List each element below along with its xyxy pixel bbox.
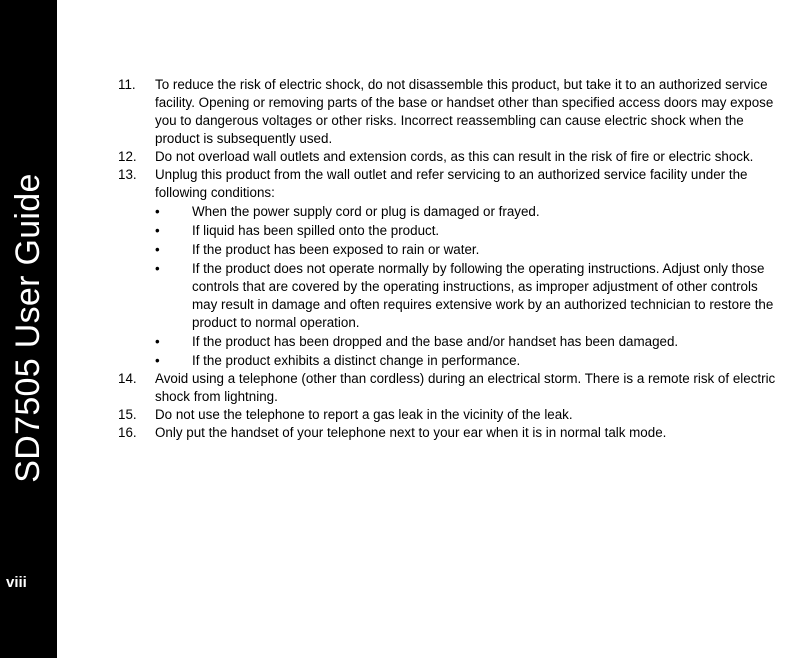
bullet-item	[155, 333, 786, 351]
item-number: 16.	[118, 425, 137, 440]
item-number: 15.	[118, 407, 137, 422]
list-item	[118, 370, 786, 406]
safety-instructions-list	[118, 76, 786, 442]
item-number: 14.	[118, 371, 137, 386]
bullet-icon: •	[155, 261, 160, 276]
bullet-text: If the product does not operate normally by following the operating instructions. Adjust only those controls that are covered by the operating instructions, as improper adjustment of other controls may result in damage and often requires extensive work by an authorized technician to restore the product to normal operation.	[192, 261, 774, 330]
list-item	[118, 76, 786, 148]
item-number: 12.	[118, 149, 137, 164]
list-item	[118, 406, 786, 424]
bullet-text: If liquid has been spilled onto the product.	[192, 223, 440, 238]
item-body	[155, 166, 786, 370]
item-number: 11.	[118, 77, 136, 92]
bullet-icon: •	[155, 242, 160, 257]
bullet-item	[155, 352, 786, 370]
item-text: To reduce the risk of electric shock, do not disassemble this product, but take it to an authorized service facility. Opening or removing parts of the base or handset other than specified access doors may expose you to dangerous voltages or other risks. Incorrect reassembling can cause electric shock when the product is subsequently used.	[155, 77, 774, 146]
item-text: Avoid using a telephone (other than cordless) during an electrical storm. There is a remote risk of electric shock from lightning.	[155, 371, 776, 404]
bullet-text: When the power supply cord or plug is damaged or frayed.	[192, 204, 540, 219]
page-number: viii	[6, 574, 27, 591]
list-item	[118, 166, 786, 370]
bullet-icon: •	[155, 223, 160, 238]
bullet-item	[155, 260, 786, 332]
bullet-icon: •	[155, 204, 160, 219]
item-number: 13.	[118, 167, 137, 182]
condition-bullet-list	[155, 203, 786, 370]
bullet-icon: •	[155, 353, 160, 368]
item-text: Only put the handset of your telephone next to your ear when it is in normal talk mode.	[155, 425, 667, 440]
bullet-text: If the product has been dropped and the base and/or handset has been damaged.	[192, 334, 679, 349]
item-text: Do not overload wall outlets and extension cords, as this can result in the risk of fire or electric shock.	[155, 149, 754, 164]
sidebar	[0, 0, 57, 658]
bullet-item	[155, 203, 786, 221]
item-text: Unplug this product from the wall outlet and refer servicing to an authorized service facility under the following conditions:	[155, 167, 748, 200]
bullet-text: If the product exhibits a distinct change in performance.	[192, 353, 521, 368]
bullet-item	[155, 241, 786, 259]
bullet-item	[155, 222, 786, 240]
bullet-text: If the product has been exposed to rain or water.	[192, 242, 480, 257]
list-item	[118, 148, 786, 166]
bullet-icon: •	[155, 334, 160, 349]
list-item	[118, 424, 786, 442]
item-text: Do not use the telephone to report a gas leak in the vicinity of the leak.	[155, 407, 573, 422]
document-title: SD7505 User Guide	[9, 173, 47, 483]
